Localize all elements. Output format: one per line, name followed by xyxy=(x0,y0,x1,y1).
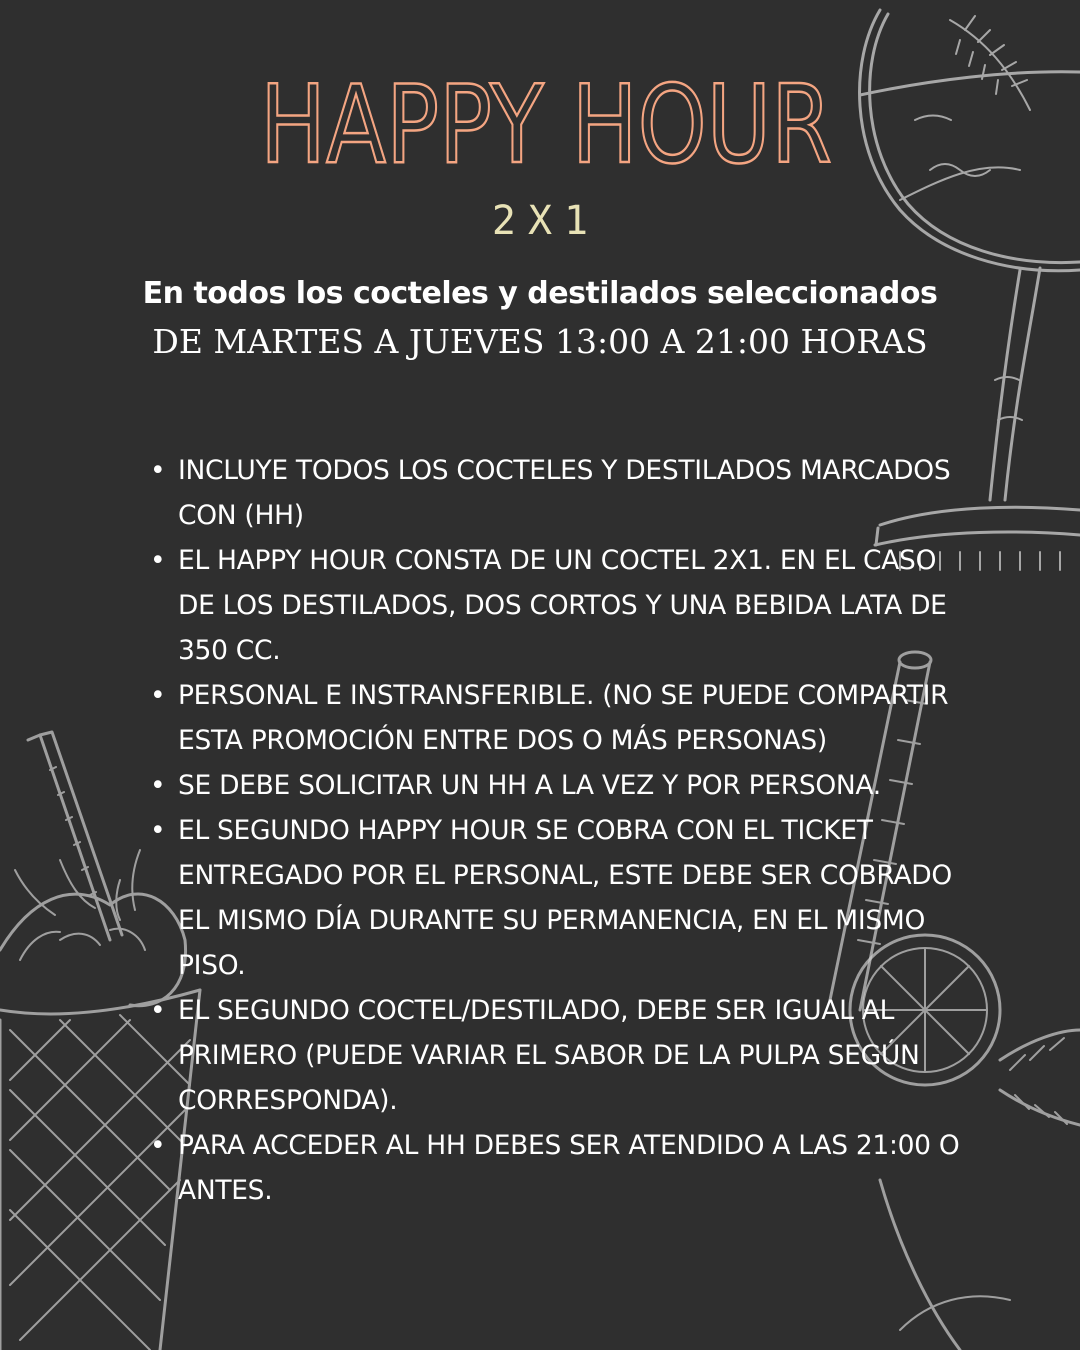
title-text: HAPPY HOUR xyxy=(260,63,832,188)
schedule: DE MARTES A JUEVES 13:00 A 21:00 HORAS xyxy=(152,322,928,361)
list-item xyxy=(148,538,978,673)
bullet-icon: • xyxy=(150,770,166,801)
list-item xyxy=(148,1123,978,1213)
condition-text: PERSONAL E INSTRANSFERIBLE. (NO SE PUEDE COMPARTIR ESTA PROMOCIÓN ENTRE DOS O MÁS PERSONAS) xyxy=(178,680,949,756)
bullet-icon: • xyxy=(150,455,166,486)
title-svg xyxy=(0,52,1080,192)
bullet-icon: • xyxy=(150,680,166,711)
condition-text: EL SEGUNDO COCTEL/DESTILADO, DEBE SER IGUAL AL PRIMERO (PUEDE VARIAR EL SABOR DE LA PULPA SEGÚN CORRESPONDA). xyxy=(178,995,920,1116)
bullet-icon: • xyxy=(150,545,166,576)
condition-text: SE DEBE SOLICITAR UN HH A LA VEZ Y POR PERSONA. xyxy=(178,770,881,801)
list-item xyxy=(148,988,978,1123)
list-item xyxy=(148,808,978,988)
list-item xyxy=(148,448,978,538)
condition-text: PARA ACCEDER AL HH DEBES SER ATENDIDO A LAS 21:00 O ANTES. xyxy=(178,1130,960,1206)
list-item xyxy=(148,763,978,808)
bullet-icon: • xyxy=(150,995,166,1026)
list-item xyxy=(148,673,978,763)
bullet-icon: • xyxy=(150,1130,166,1161)
condition-text: EL SEGUNDO HAPPY HOUR SE COBRA CON EL TICKET ENTREGADO POR EL PERSONAL, ESTE DEBE SER COBRADO EL MISMO DÍA DURANTE SU PERMANENCIA, EN EL MISMO PISO. xyxy=(178,815,952,981)
bullet-icon: • xyxy=(150,815,166,846)
title xyxy=(0,52,1080,192)
condition-text: INCLUYE TODOS LOS COCTELES Y DESTILADOS MARCADOS CON (HH) xyxy=(178,455,951,531)
offer-2x1: 2X1 xyxy=(491,198,601,244)
tagline: En todos los cocteles y destilados seleccionados xyxy=(142,276,938,311)
conditions-list xyxy=(148,448,978,1213)
condition-text: EL HAPPY HOUR CONSTA DE UN COCTEL 2X1. EN EL CASO DE LOS DESTILADOS, DOS CORTOS Y UNA BEBIDA LATA DE 350 CC. xyxy=(178,545,947,666)
